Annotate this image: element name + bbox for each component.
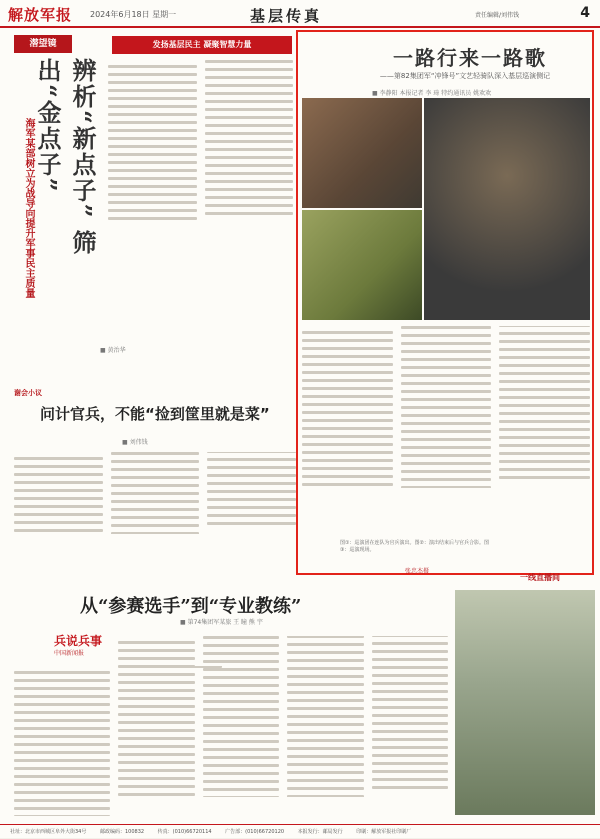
feature-photo-1 <box>302 98 422 208</box>
column-tag <box>14 35 72 53</box>
issue-date: 2024年6月18日 星期一 <box>90 10 177 19</box>
small-label: 谢会小议 <box>14 389 42 397</box>
story-byline: ■ 第74集团军某旅 王 瞳 熊 宇 <box>180 619 263 626</box>
feature-byline: ■ 李静阳 本报记者 李 琦 特约通讯员 姚欢欢 <box>372 90 492 97</box>
live-photo <box>455 590 595 815</box>
footer <box>0 824 600 838</box>
story-body-main <box>118 636 448 816</box>
footer-print: 印刷：解放军报社印刷厂 <box>356 829 412 835</box>
side-label: 兵说兵事 <box>54 634 103 648</box>
feature-caption: 图①：巡演团在连队为官兵演出。图②：演出结束后与官兵合影。图③：巡演现场。 <box>340 540 489 553</box>
page-header <box>0 0 600 28</box>
opinion-title: 问计官兵，不能“捡到筐里就是菜” <box>40 405 270 423</box>
feature-photo-3 <box>424 98 590 320</box>
story-body-left <box>14 666 110 816</box>
column-byline: ■ 黄治华 <box>100 347 126 354</box>
section-title: 基层传真 <box>250 7 323 25</box>
feature-caption-credit: 张忠杰摄 <box>405 568 430 575</box>
feature-photo-2 <box>302 210 422 320</box>
feature-title: 一路行来一路歌 <box>393 46 547 70</box>
editor-credit: 责任编辑/刘伟钱 <box>475 12 520 19</box>
masthead: 解放军报 <box>8 6 73 24</box>
footer-post: 邮政编码：100832 <box>99 829 145 835</box>
banner-text: 发扬基层民主 凝聚智慧力量 <box>152 40 252 49</box>
footer-ad: 广告部：(010)66720120 <box>225 829 285 835</box>
opinion-body <box>14 452 296 572</box>
subheadline: 海军某部树立为战导向提升军事民主质量 <box>23 118 34 298</box>
banner <box>112 36 292 54</box>
headline: 辨析“新点子” 筛出“金点子” <box>33 58 97 256</box>
opinion-byline: ■ 刘伟钱 <box>122 439 148 446</box>
story-title: 从“参赛选手”到“专业教练” <box>80 596 302 617</box>
page-number: 4 <box>580 5 590 21</box>
photo-block-label: 一线直播间 <box>520 573 560 582</box>
footer-fax: 传真：(010)66720114 <box>157 829 212 835</box>
footer-service: 本报发行：邮局发行 <box>297 829 343 835</box>
side-sub: 中国新闻报 <box>54 650 85 657</box>
column-body <box>108 60 293 380</box>
column-label: 潜望镜 <box>29 39 57 49</box>
feature-subtitle: ——第82集团军“冲锋号”文艺轻骑队深入基层巡演侧记 <box>379 72 551 80</box>
feature-body <box>302 326 590 536</box>
footer-address: 社址：北京市西城区阜外大街34号 <box>10 829 87 835</box>
